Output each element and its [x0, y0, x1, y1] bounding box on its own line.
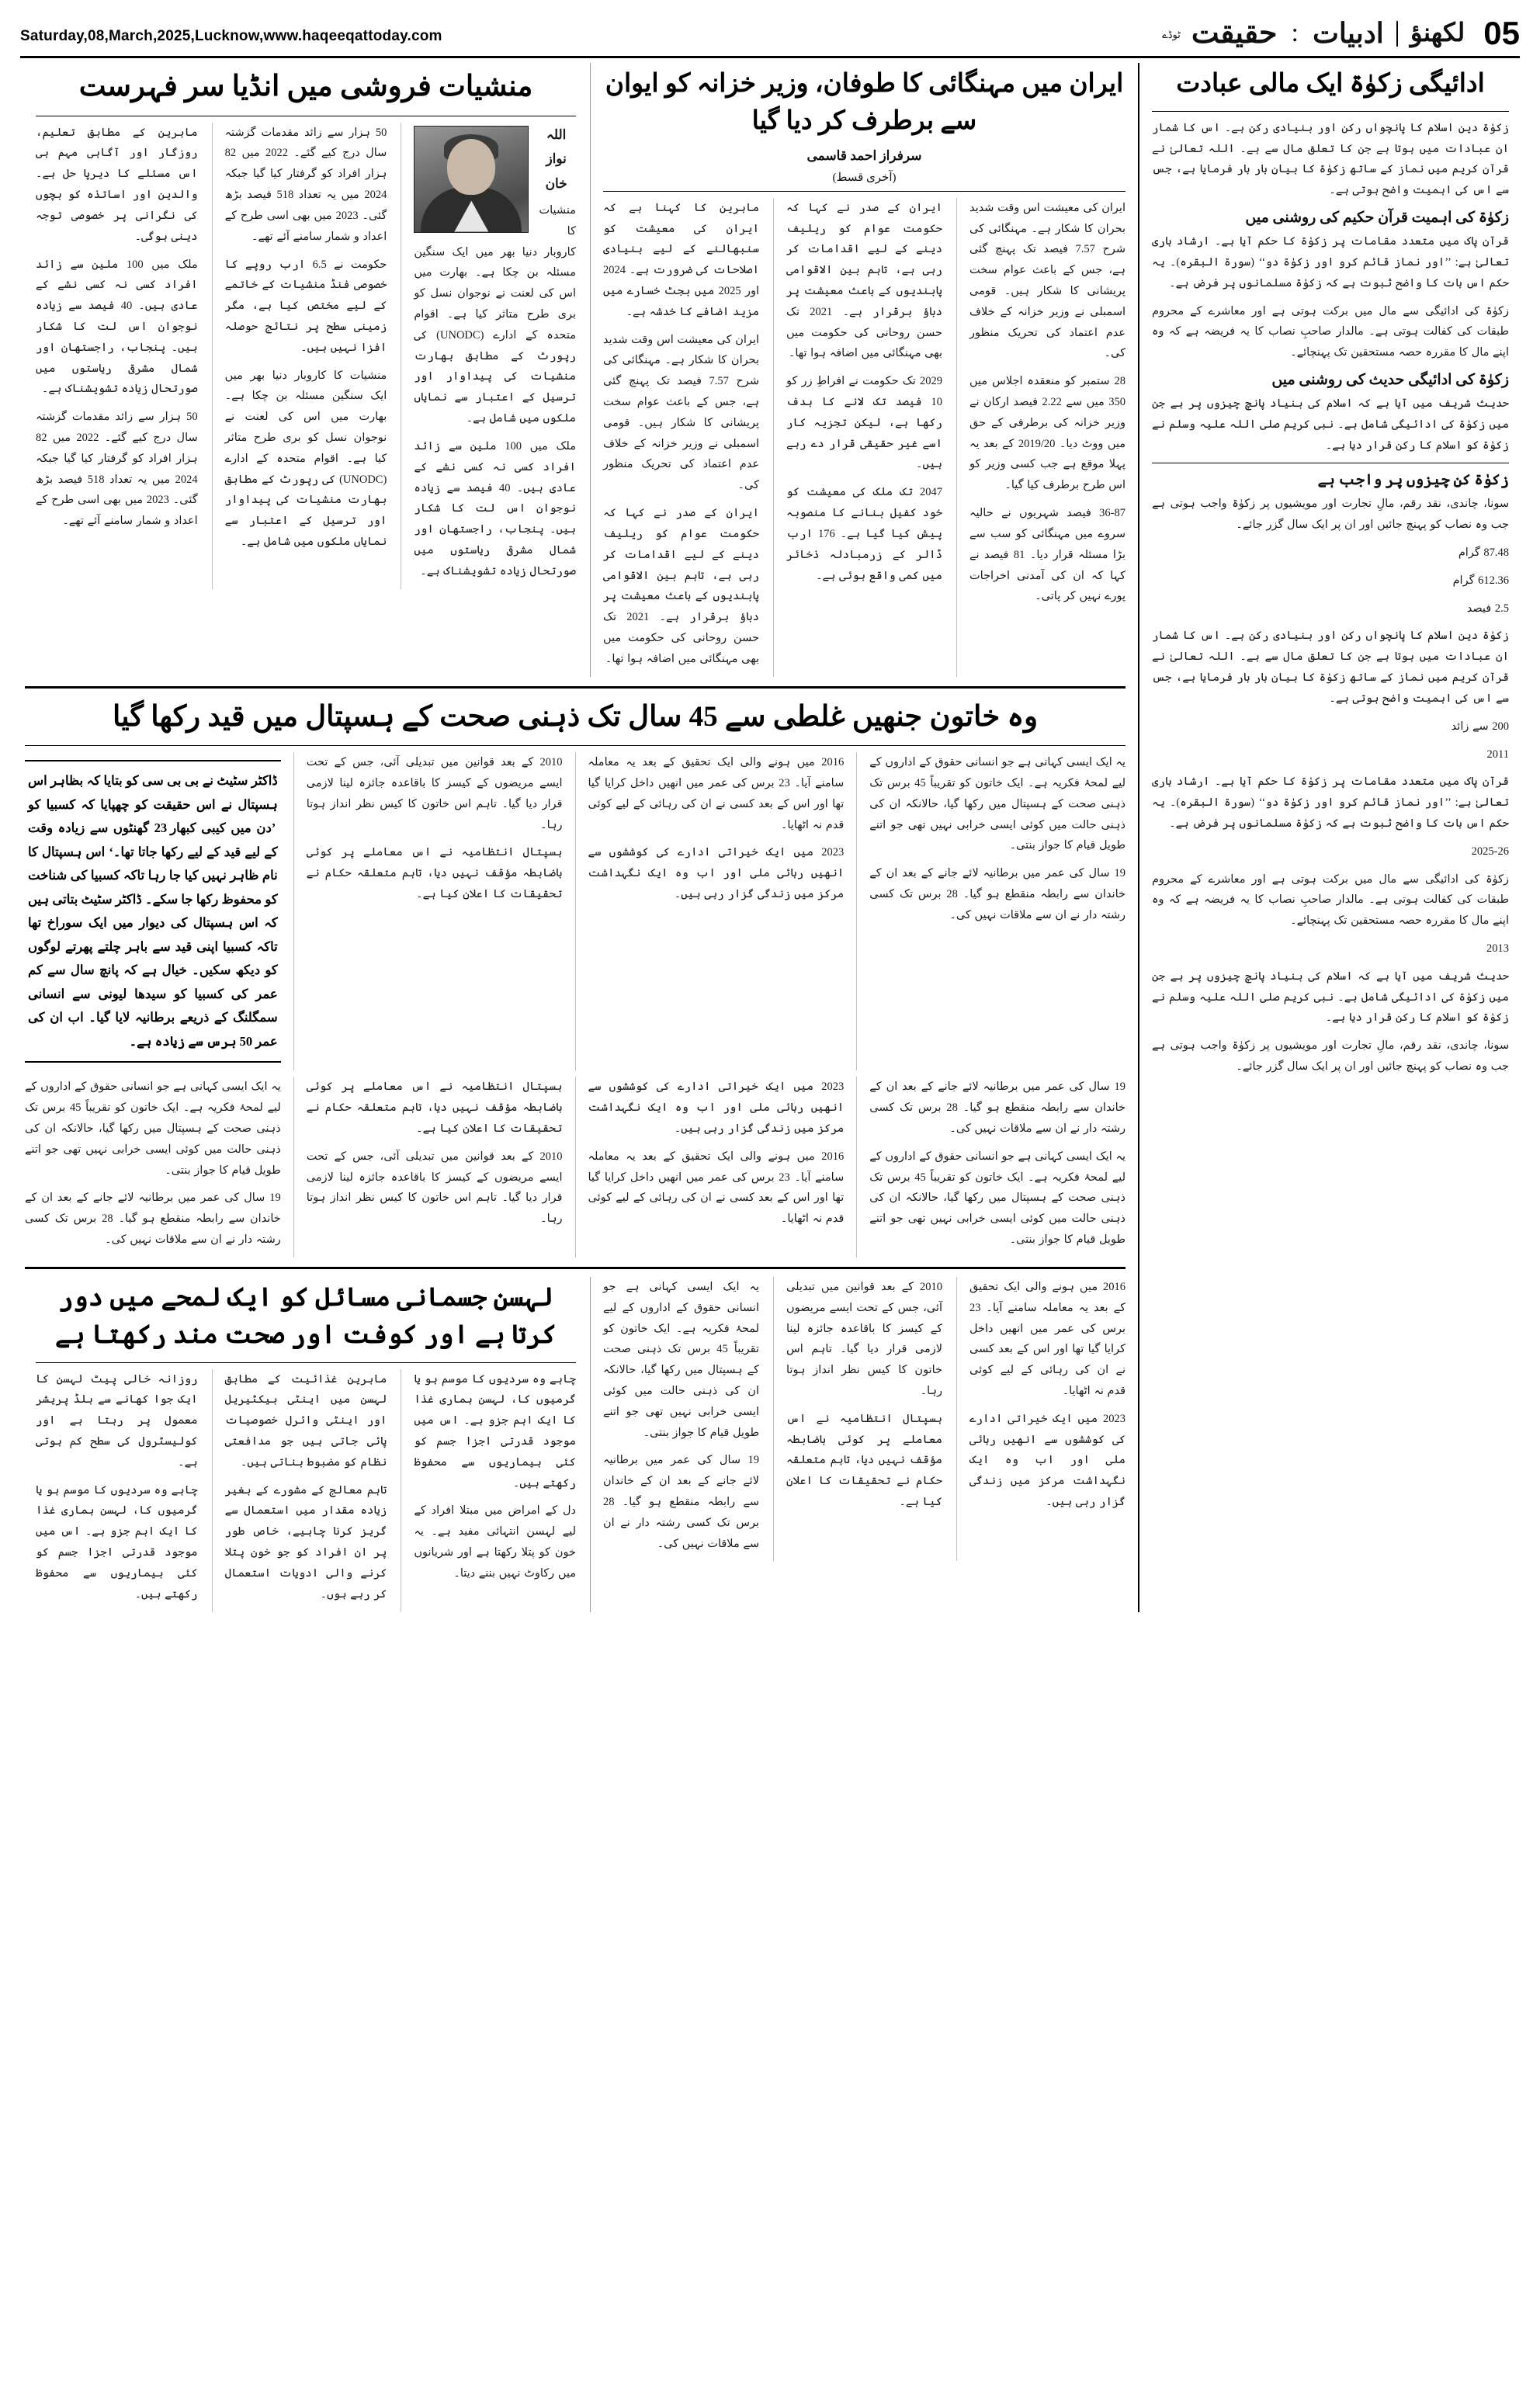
paragraph: ماہرین کا کہنا ہے کہ ایران کی معیشت کو سنبھالنے کے لیے بنیادی اصلاحات کی ضرورت ہے۔ 2024 اور 2025 میں بجٹ خسارے میں مزید اضافے کا خدشہ ہے۔: [603, 201, 759, 318]
divider: [603, 191, 1126, 192]
column-main: [20, 63, 1138, 1612]
paragraph: 19 سال کی عمر میں برطانیہ لائے جانے کے بعد ان کے خاندان سے رابطہ منقطع ہو گیا۔ 28 برس تک کسی رشتہ دار نے ان سے ملاقات نہیں کی۔: [869, 867, 1126, 921]
narcotics-columns: [36, 123, 576, 589]
iran-headline: ایران میں مہنگائی کا طوفان، وزیر خزانہ کو ایوان سے برطرف کر دیا گیا: [605, 70, 1124, 135]
hospital-columns-bottom: [25, 1077, 1126, 1257]
garlic-col-1: [401, 1369, 576, 1612]
masthead: [20, 17, 1520, 58]
figure-line: 2013: [1486, 942, 1509, 956]
divider-heavy: [25, 1267, 1126, 1269]
article-hospital: [25, 696, 1126, 1257]
hospital-columns-top: [25, 752, 1126, 1070]
hospital-col-5: [856, 1077, 1126, 1257]
hospital-col-8: [25, 1077, 281, 1257]
paragraph: یہ ایک ایسی کہانی ہے جو انسانی حقوق کے اداروں کے لیے لمحۂ فکریہ ہے۔ ایک خاتون کو تقریباً 45 برس تک ذہنی صحت کے ہسپتال میں رکھا گیا، حالانکہ ان کی ذہنی حالت میں کوئی ایسی خرابی نہیں تھی جو اتنے طویل قیام کا جواز بنتی۔: [25, 1081, 281, 1177]
paragraph: منشیات کا کاروبار دنیا بھر میں ایک سنگین مسئلہ بن چکا ہے۔ بھارت میں اس کی لعنت نے نوجوان نسل کو بری طرح متاثر کیا ہے۔ اقوام متحدہ کے ادارے (UNODC) کی رپورٹ کے مطابق بھارت منشیات کی پیداوار اور ترسیل کے اعتبار سے نمایاں ملکوں میں شامل ہے۔: [224, 369, 387, 549]
paragraph: 19 سال کی عمر میں برطانیہ لائے جانے کے بعد ان کے خاندان سے رابطہ منقطع ہو گیا۔ 28 برس تک کسی رشتہ دار نے ان سے ملاقات نہیں کی۔: [869, 1081, 1126, 1136]
hospital-col-7: [293, 1077, 563, 1257]
paragraph: 2010 کے بعد قوانین میں تبدیلی آئی، جس کے تحت ایسے مریضوں کے کیسز کا باقاعدہ جائزہ لینا لازمی قرار دیا گیا۔ تاہم اس خاتون کا کیس نظر انداز ہوتا رہا۔: [786, 1280, 942, 1397]
iran-col-3: [603, 198, 759, 677]
religion-subhead-2: زکوٰۃ کی ادائیگی حدیث کی روشنی میں: [1271, 371, 1509, 388]
portrait-face-shape: [447, 139, 495, 195]
bottom-articles-row: [25, 1277, 1126, 1612]
paragraph: قرآن پاک میں متعدد مقامات پر زکوٰۃ کا حکم آیا ہے۔ ارشاد باری تعالیٰ ہے: ’’اور نماز قائم کرو اور زکوٰۃ دو‘‘ (سورۃ البقرہ)۔ یہ حکم اس بات کا واضح ثبوت ہے کہ زکوٰۃ مسلمانوں پر فرض ہے۔: [1152, 775, 1509, 830]
paragraph: حدیث شریف میں آیا ہے کہ اسلام کی بنیاد پانچ چیزوں پر ہے جن میں زکوٰۃ کی ادائیگی شامل ہے۔ نبی کریم صلی اللہ علیہ وسلم نے زکوٰۃ کو اسلام کا رکن قرار دیا ہے۔: [1152, 397, 1509, 452]
paragraph: زکوٰۃ دین اسلام کا پانچواں رکن اور بنیادی رکن ہے۔ اس کا شمار ان عبادات میں ہوتا ہے جن کا تعلق مال سے ہے۔ اللہ تعالیٰ نے قرآن کریم میں نماز کے ساتھ زکوٰۃ کا بیان بار بار فرمایا ہے، جس سے اس کی اہمیت واضح ہوتی ہے۔: [1152, 121, 1509, 197]
paragraph: ماہرین غذائیت کے مطابق لہسن میں اینٹی بیکٹیریل اور اینٹی وائرل خصوصیات پائی جاتی ہیں جو مدافعتی نظام کو مضبوط بناتی ہیں۔: [224, 1372, 387, 1469]
paragraph: قرآن پاک میں متعدد مقامات پر زکوٰۃ کا حکم آیا ہے۔ ارشاد باری تعالیٰ ہے: ’’اور نماز قائم کرو اور زکوٰۃ دو‘‘ (سورۃ البقرہ)۔ یہ حکم اس بات کا واضح ثبوت ہے کہ زکوٰۃ مسلمانوں پر فرض ہے۔: [1152, 235, 1509, 290]
paragraph: حدیث شریف میں آیا ہے کہ اسلام کی بنیاد پانچ چیزوں پر ہے جن میں زکوٰۃ کی ادائیگی شامل ہے۔ نبی کریم صلی اللہ علیہ وسلم نے زکوٰۃ کو اسلام کا رکن قرار دیا ہے۔: [1152, 970, 1509, 1025]
paragraph: چاہے وہ سردیوں کا موسم ہو یا گرمیوں کا، لہسن ہماری غذا کا ایک اہم جزو ہے۔ اس میں موجود قدرتی اجزا جسم کو کئی بیماریوں سے محفوظ رکھتے ہیں۔: [414, 1372, 576, 1490]
narcotics-headline: منشیات فروشی میں انڈیا سر فہرست: [78, 71, 533, 102]
garlic-col-2: [212, 1369, 387, 1612]
hospital-callout-cell: [25, 752, 281, 1070]
paragraph: سونا، چاندی، نقد رقم، مالِ تجارت اور مویشیوں پر زکوٰۃ واجب ہوتی ہے جب وہ نصاب کو پہنچ جائیں اور ان پر ایک سال گزر جائے۔: [1152, 498, 1509, 532]
cont-col-3: [603, 1277, 759, 1562]
iran-byline: سرفراز احمد قاسمی: [806, 147, 922, 163]
paragraph: زکوٰۃ دین اسلام کا پانچواں رکن اور بنیادی رکن ہے۔ اس کا شمار ان عبادات میں ہوتا ہے جن کا تعلق مال سے ہے۔ اللہ تعالیٰ نے قرآن کریم میں نماز کے ساتھ زکوٰۃ کا بیان بار بار فرمایا ہے، جس سے اس کی اہمیت واضح ہوتی ہے۔: [1152, 630, 1509, 705]
garlic-headline: لہسن جسمانی مسائل کو ایک لمحے میں دور کرتا ہے اور کوفت اور صحت مند رکھتا ہے: [54, 1283, 557, 1349]
paragraph: ہسپتال انتظامیہ نے اس معاملے پر کوئی باضابطہ مؤقف نہیں دیا، تاہم متعلقہ حکام نے تحقیقات کا اعلان کیا ہے۔: [306, 846, 563, 901]
paragraph: روزانہ خالی پیٹ لہسن کا ایک جوا کھانے سے بلڈ پریشر معمول پر رہتا ہے اور کولیسٹرول کی سطح کم ہوتی ہے۔: [35, 1372, 198, 1469]
portrait-image: [414, 126, 529, 233]
figure-line: 2011: [1486, 748, 1509, 761]
hospital-col-6: [575, 1077, 845, 1257]
iran-col-2: [773, 198, 942, 677]
divider-heavy: [25, 686, 1126, 689]
garlic-col-3: [36, 1369, 198, 1612]
page-number: 05: [1483, 15, 1520, 51]
paragraph: 50 ہزار سے زائد مقدمات گزشتہ سال درج کیے گئے۔ 2022 میں 82 ہزار افراد کو گرفتار کیا گیا جبکہ 2024 میں یہ تعداد 518 فیصد بڑھ گئی۔ 2023 میں بھی اسی طرح کے اعداد و شمار سامنے آئے تھے۔: [35, 411, 198, 528]
paragraph: 50 ہزار سے زائد مقدمات گزشتہ سال درج کیے گئے۔ 2022 میں 82 ہزار افراد کو گرفتار کیا گیا جبکہ 2024 میں یہ تعداد 518 فیصد بڑھ گئی۔ 2023 میں بھی اسی طرح کے اعداد و شمار سامنے آئے تھے۔: [224, 126, 387, 243]
religion-body: [1152, 118, 1509, 201]
paragraph: دل کے امراض میں مبتلا افراد کے لیے لہسن انتہائی مفید ہے۔ یہ خون کو پتلا رکھتا ہے اور شریانوں میں رکاوٹ نہیں بننے دیتا۔: [414, 1504, 576, 1580]
narcotics-col-2: [212, 123, 387, 589]
narcotics-author: اللہ نواز خان: [545, 127, 567, 191]
paragraph: ایران کی معیشت اس وقت شدید بحران کا شکار ہے۔ مہنگائی کی شرح 7.57 فیصد تک پہنچ گئی ہے، جس کے باعث عوام سخت پریشانی کا شکار ہیں۔ قومی اسمبلی نے وزیر خزانہ کے خلاف عدم اعتماد کی تحریک منظور کی۔: [969, 201, 1126, 360]
paragraph: یہ ایک ایسی کہانی ہے جو انسانی حقوق کے اداروں کے لیے لمحۂ فکریہ ہے۔ ایک خاتون کو تقریباً 45 برس تک ذہنی صحت کے ہسپتال میں رکھا گیا، حالانکہ ان کی ذہنی حالت میں کوئی ایسی خرابی نہیں تھی جو اتنے طویل قیام کا جواز بنتی۔: [869, 1150, 1126, 1247]
narcotics-col-1: [401, 123, 576, 589]
cont-col-1: [956, 1277, 1126, 1562]
paragraph: 2016 میں ہونے والی ایک تحقیق کے بعد یہ معاملہ سامنے آیا۔ 23 برس کی عمر میں انھیں داخل کرایا گیا تھا اور اس کے بعد کسی نے ان کی رہائی کے لیے کوئی قدم نہ اٹھایا۔: [588, 756, 845, 831]
paragraph: ایران کی معیشت اس وقت شدید بحران کا شکار ہے۔ مہنگائی کی شرح 7.57 فیصد تک پہنچ گئی ہے، جس کے باعث عوام سخت پریشانی کا شکار ہیں۔ قومی اسمبلی نے وزیر خزانہ کے خلاف عدم اعتماد کی تحریک منظور کی۔: [603, 333, 759, 492]
religion-headline: ادائیگی زکوٰۃ ایک مالی عبادت: [1176, 70, 1485, 98]
divider: [25, 745, 1126, 746]
paragraph: 2023 میں ایک خیراتی ادارے کی کوششوں سے انھیں رہائی ملی اور اب وہ ایک نگہداشت مرکز میں زندگی گزار رہی ہیں۔: [969, 1412, 1126, 1509]
paragraph: 2023 میں ایک خیراتی ادارے کی کوششوں سے انھیں رہائی ملی اور اب وہ ایک نگہداشت مرکز میں زندگی گزار رہی ہیں۔: [588, 846, 845, 901]
paragraph: ماہرین کے مطابق تعلیم، روزگار اور آگاہی مہم ہی اس مسئلے کا دیرپا حل ہے۔ والدین اور اساتذہ کو بچوں کی نگرانی پر خصوصی توجہ دینی ہوگی۔: [35, 126, 198, 243]
paragraph: 19 سال کی عمر میں برطانیہ لائے جانے کے بعد ان کے خاندان سے رابطہ منقطع ہو گیا۔ 28 برس تک کسی رشتہ دار نے ان سے ملاقات نہیں کی۔: [603, 1454, 759, 1550]
hospital-headline: وہ خاتون جنھیں غلطی سے 45 سال تک ذہنی صحت کے ہسپتال میں قید رکھا گیا: [112, 700, 1039, 733]
city-name: لکھنؤ: [1396, 21, 1465, 47]
spacer: [25, 1070, 1126, 1077]
figure-line: 2.5 فیصد: [1466, 602, 1509, 615]
iran-byline-note: (آخری قسط): [832, 171, 897, 184]
paragraph: 2047 تک ملک کی معیشت کو خود کفیل بنانے کا منصوبہ پیش کیا گیا ہے۔ 176 ارب ڈالر کے زرمبادلہ ذخائر میں کمی واقع ہوئی ہے۔: [786, 486, 943, 582]
paragraph: 19 سال کی عمر میں برطانیہ لائے جانے کے بعد ان کے خاندان سے رابطہ منقطع ہو گیا۔ 28 برس تک کسی رشتہ دار نے ان سے ملاقات نہیں کی۔: [25, 1192, 281, 1247]
paragraph: یہ ایک ایسی کہانی ہے جو انسانی حقوق کے اداروں کے لیے لمحۂ فکریہ ہے۔ ایک خاتون کو تقریباً 45 برس تک ذہنی صحت کے ہسپتال میں رکھا گیا، حالانکہ ان کی ذہنی حالت میں کوئی ایسی خرابی نہیں تھی جو اتنے طویل قیام کا جواز بنتی۔: [603, 1280, 759, 1439]
paragraph: 28 ستمبر کو منعقدہ اجلاس میں 350 میں سے 2.22 فیصد ارکان نے وزیر خزانہ کی برطرفی کے حق میں ووٹ دیا۔ 2019/20 کے بعد یہ پہلا موقع ہے جب کسی وزیر کو اس طرح برطرف کیا گیا۔: [969, 375, 1126, 492]
brand-subname: ٹوڈے: [1162, 29, 1181, 40]
narcotics-col-3: [36, 123, 198, 589]
paragraph: ملک میں 100 ملین سے زائد افراد کسی نہ کسی نشے کے عادی ہیں۔ 40 فیصد سے زیادہ نوجوان اس لت کا شکار ہیں۔ پنجاب، راجستھان اور شمال مشرقی ریاستوں میں صورتحال زیادہ تشویشناک ہے۔: [35, 258, 198, 396]
paragraph: 2016 میں ہونے والی ایک تحقیق کے بعد یہ معاملہ سامنے آیا۔ 23 برس کی عمر میں انھیں داخل کرایا گیا تھا اور اس کے بعد کسی نے ان کی رہائی کے لیے کوئی قدم نہ اٹھایا۔: [588, 1150, 845, 1226]
hospital-col-3: [293, 752, 563, 1070]
paragraph: 36-87 فیصد شہریوں نے حالیہ سروے میں مہنگائی کو سب سے بڑا مسئلہ قرار دیا۔ 81 فیصد نے کہا کہ ان کی آمدنی اخراجات پورے نہیں کر پاتی۔: [969, 507, 1126, 603]
paragraph: ہسپتال انتظامیہ نے اس معاملے پر کوئی باضابطہ مؤقف نہیں دیا، تاہم متعلقہ حکام نے تحقیقات کا اعلان کیا ہے۔: [786, 1412, 942, 1509]
paragraph: زکوٰۃ کی ادائیگی سے مال میں برکت ہوتی ہے اور معاشرے کے محروم طبقات کی کفالت ہوتی ہے۔ مالدار صاحبِ نصاب کا یہ فریضہ ہے کہ وہ اپنے مال کا مقررہ حصہ مستحقین تک پہنچائے۔: [1152, 304, 1509, 359]
page-content: [20, 63, 1520, 1612]
section-name: ادبیات: [1313, 18, 1384, 49]
paragraph: سونا، چاندی، نقد رقم، مالِ تجارت اور مویشیوں پر زکوٰۃ واجب ہوتی ہے جب وہ نصاب کو پہنچ جائیں اور ان پر ایک سال گزر جائے۔: [1152, 1039, 1509, 1074]
divider: [36, 1362, 576, 1363]
paragraph: ایران کے صدر نے کہا کہ حکومت عوام کو ریلیف دینے کے لیے اقدامات کر رہی ہے، تاہم بین الاقوامی پابندیوں کے باعث معیشت پر دباؤ برقرار ہے۔ 2021 تک حسن روحانی کی حکومت میں بھی مہنگائی میں اضافہ ہوا تھا۔: [603, 507, 760, 665]
hospital-pull-quote: ڈاکٹر سٹیٹ نے بی بی سی کو بتایا کہ بظاہر اس ہسپتال نے اس حقیقت کو چھپایا کہ کسبیا کو ’دن میں کیبی کبھار 23 گھنٹوں سے زیادہ وقت کے لیے قید کے لیے رکھا جاتا تھا۔‘ اس ہسپتال کا نام ظاہر نہیں کیا جا رہا تاکہ کسبیا کی شناخت کو محفوظ رکھا جا سکے۔ ڈاکٹر سٹیٹ بتاتی ہیں کہ اس ہسپتال کی دیوار میں ایک سوراخ تھا تاکہ کسبیا اپنی قید سے باہر چلتے پھرتے لوگوں کو دیکھ سکیں۔ خیال ہے کہ پانچ سال سے کم عمر کی کسبیا کو سیدھا لیونی سے انسانی سمگلنگ کے ذریعے برطانیہ لایا گیا۔ اب ان کی عمر 50 برس سے زیادہ ہے۔: [25, 760, 281, 1063]
author-photo: [414, 126, 529, 233]
figure-line: 2025-26: [1471, 845, 1509, 858]
iran-col-1: [956, 198, 1126, 677]
paragraph: 2023 میں ایک خیراتی ادارے کی کوششوں سے انھیں رہائی ملی اور اب وہ ایک نگہداشت مرکز میں زندگی گزار رہی ہیں۔: [588, 1081, 845, 1136]
paragraph: زکوٰۃ کی ادائیگی سے مال میں برکت ہوتی ہے اور معاشرے کے محروم طبقات کی کفالت ہوتی ہے۔ مالدار صاحبِ نصاب کا یہ فریضہ ہے کہ وہ اپنے مال کا مقررہ حصہ مستحقین تک پہنچائے۔: [1152, 872, 1509, 928]
divider: [1152, 111, 1509, 112]
paragraph: یہ ایک ایسی کہانی ہے جو انسانی حقوق کے اداروں کے لیے لمحۂ فکریہ ہے۔ ایک خاتون کو تقریباً 45 برس تک ذہنی صحت کے ہسپتال میں رکھا گیا، حالانکہ ان کی ذہنی حالت میں کوئی ایسی خرابی نہیں تھی جو اتنے طویل قیام کا جواز بنتی۔: [869, 756, 1126, 852]
paragraph: 2010 کے بعد قوانین میں تبدیلی آئی، جس کے تحت ایسے مریضوں کے کیسز کا باقاعدہ جائزہ لینا لازمی قرار دیا گیا۔ تاہم اس خاتون کا کیس نظر انداز ہوتا رہا۔: [306, 1150, 563, 1226]
religion-subhead-3: زکوٰۃ کن چیزوں پر واجب ہے: [1317, 472, 1509, 489]
dateline: Saturday,08,March,2025,Lucknow,www.haqeeqattoday.com: [20, 28, 442, 44]
bottom-continuation-columns: [603, 1277, 1126, 1562]
bottom-continuation: [590, 1277, 1126, 1612]
brand-name: حقیقت: [1191, 17, 1278, 50]
iran-columns: [603, 198, 1126, 677]
paragraph: چاہے وہ سردیوں کا موسم ہو یا گرمیوں کا، لہسن ہماری غذا کا ایک اہم جزو ہے۔ اس میں موجود قدرتی اجزا جسم کو کئی بیماریوں سے محفوظ رکھتے ہیں۔: [35, 1483, 198, 1601]
paragraph: ملک میں 100 ملین سے زائد افراد کسی نہ کسی نشے کے عادی ہیں۔ 40 فیصد سے زیادہ نوجوان اس لت کا شکار ہیں۔ پنجاب، راجستھان اور شمال مشرقی ریاستوں میں صورتحال زیادہ تشویشناک ہے۔: [414, 439, 576, 578]
article-iran: [590, 63, 1126, 677]
paragraph: ایران کے صدر نے کہا کہ حکومت عوام کو ریلیف دینے کے لیے اقدامات کر رہی ہے، تاہم بین الاقوامی پابندیوں کے باعث معیشت پر دباؤ برقرار ہے۔ 2021 تک حسن روحانی کی حکومت میں بھی مہنگائی میں اضافہ ہوا تھا۔: [786, 201, 943, 360]
paragraph: ہسپتال انتظامیہ نے اس معاملے پر کوئی باضابطہ مؤقف نہیں دیا، تاہم متعلقہ حکام نے تحقیقات کا اعلان کیا ہے۔: [306, 1081, 563, 1136]
hospital-col-2: [575, 752, 845, 1070]
masthead-brand-group: [1162, 17, 1520, 50]
column-religion: [1138, 63, 1520, 1612]
divider-colon: :: [1291, 19, 1299, 47]
article-garlic: [33, 1277, 576, 1612]
figure-line: 200 سے زائد: [1451, 720, 1509, 733]
figure-line: 87.48 گرام: [1458, 546, 1509, 560]
religion-subhead-1: زکوٰۃ کی اہمیت قرآن حکیم کی روشنی میں: [1245, 210, 1509, 227]
paragraph: تاہم معالج کے مشورے کے بغیر زیادہ مقدار میں استعمال سے گریز کرنا چاہیے، خاص طور پر ان افراد کو جو خون پتلا کرنے والی ادویات استعمال کر رہے ہوں۔: [224, 1483, 387, 1601]
paragraph: 2016 میں ہونے والی ایک تحقیق کے بعد یہ معاملہ سامنے آیا۔ 23 برس کی عمر میں انھیں داخل کرایا گیا تھا اور اس کے بعد کسی نے ان کی رہائی کے لیے کوئی قدم نہ اٹھایا۔: [969, 1280, 1126, 1397]
hospital-col-1: [856, 752, 1126, 1070]
cont-col-2: [773, 1277, 942, 1562]
paragraph: 2010 کے بعد قوانین میں تبدیلی آئی، جس کے تحت ایسے مریضوں کے کیسز کا باقاعدہ جائزہ لینا لازمی قرار دیا گیا۔ تاہم اس خاتون کا کیس نظر انداز ہوتا رہا۔: [306, 756, 563, 831]
figure-line: 612.36 گرام: [1452, 574, 1509, 587]
paragraph: حکومت نے 6.5 ارب روپے کا خصوصی فنڈ منشیات کے خاتمے کے لیے مختص کیا ہے، مگر زمینی سطح پر نتائج حوصلہ افزا نہیں ہیں۔: [224, 258, 387, 354]
paragraph: منشیات کا کاروبار دنیا بھر میں ایک سنگین مسئلہ بن چکا ہے۔ بھارت میں اس کی لعنت نے نوجوان نسل کو بری طرح متاثر کیا ہے۔ اقوام متحدہ کے ادارے (UNODC) کی رپورٹ کے مطابق بھارت منشیات کی پیداوار اور ترسیل کے اعتبار سے نمایاں ملکوں میں شامل ہے۔: [414, 203, 576, 425]
garlic-columns: [36, 1369, 576, 1612]
paragraph: 2029 تک حکومت نے افراطِ زر کو 10 فیصد تک لانے کا ہدف رکھا ہے، لیکن تجزیہ کار اسے غیر حقیقی قرار دے رہے ہیں۔: [786, 375, 942, 471]
top-articles-row: [25, 63, 1126, 677]
article-narcotics: [33, 63, 576, 677]
